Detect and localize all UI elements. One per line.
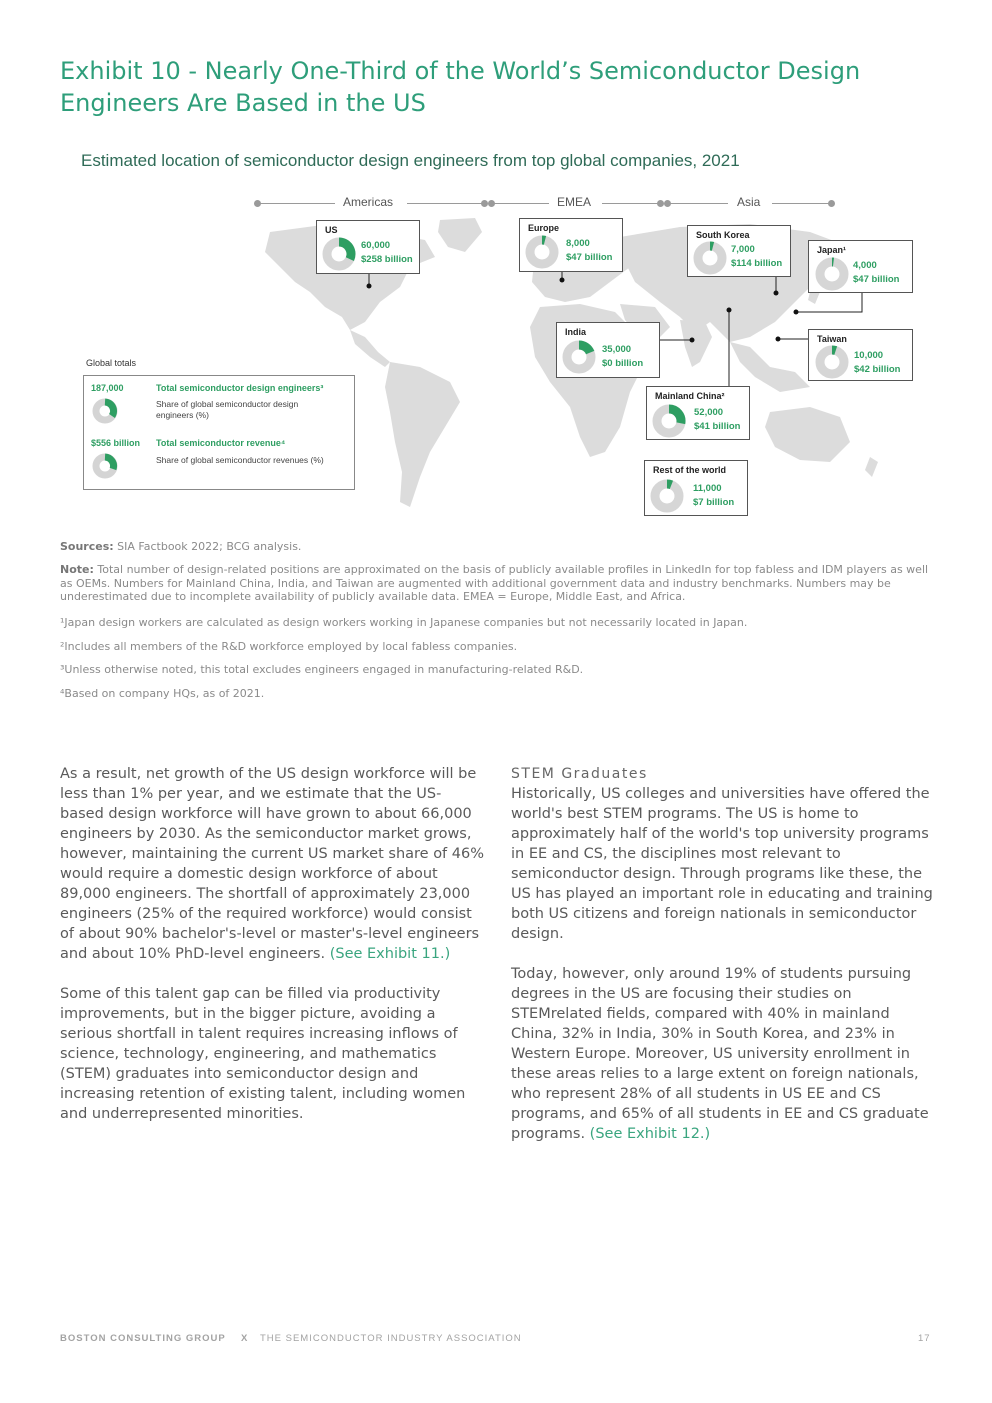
- revenue-value: $47 billion: [853, 274, 900, 285]
- engineers-value: 35,000: [602, 344, 632, 355]
- global-revenue-value: $556 billion: [91, 438, 141, 448]
- left-paragraph-1: [60, 764, 485, 964]
- box-india: [556, 322, 660, 378]
- donut-chart: [815, 345, 849, 379]
- donut-share-slice: [832, 350, 836, 351]
- box-name: Rest of the world: [653, 465, 727, 475]
- box-us: [316, 220, 420, 274]
- box-name: Japan¹: [817, 245, 847, 255]
- india-shape: [680, 320, 712, 367]
- greenland-shape: [438, 218, 482, 252]
- region-divider: [260, 203, 335, 204]
- south-america-shape: [385, 362, 460, 507]
- donut-chart: [562, 340, 596, 374]
- revenue-value: $114 billion: [731, 258, 783, 269]
- revenue-value: $258 billion: [361, 254, 413, 265]
- footnote-2: ²Includes all members of the R&D workforce employed by local fabless companies.: [60, 640, 518, 653]
- box-name: South Korea: [696, 230, 750, 240]
- section-heading: STEM Graduates: [511, 766, 648, 782]
- note-paragraph: [60, 563, 930, 604]
- revenue-value: $41 billion: [694, 421, 741, 432]
- donut-track: [655, 484, 679, 508]
- engineers-value: 10,000: [854, 350, 884, 361]
- box-japan: [808, 240, 913, 293]
- box-mainland-china: [646, 386, 750, 440]
- sources-label: Sources:: [60, 540, 114, 553]
- global-totals-box: [83, 375, 355, 490]
- box-name: India: [565, 327, 587, 337]
- donut-chart: [815, 257, 849, 291]
- donut-share-slice: [667, 484, 671, 485]
- australia-shape: [765, 407, 850, 462]
- see-exhibit-12-link[interactable]: (See Exhibit 12.): [589, 1126, 711, 1142]
- sources-text: SIA Factbook 2022; BCG analysis.: [113, 540, 302, 553]
- right-paragraph-2: [511, 964, 936, 1144]
- footnote-3: ³Unless otherwise noted, this total excludes engineers engaged in manufacturing-related R&D.: [60, 663, 584, 676]
- global-revenue-desc: Share of global semiconductor revenues (%): [156, 455, 324, 465]
- donut-share-slice: [579, 345, 590, 353]
- revenue-value: $7 billion: [693, 497, 735, 508]
- right-column: [511, 764, 936, 1164]
- note-label: Note:: [60, 563, 94, 576]
- region-marker: [657, 200, 664, 207]
- donut-track: [820, 262, 844, 286]
- region-marker: [481, 200, 488, 207]
- region-divider: [772, 203, 830, 204]
- page-number: 17: [918, 1333, 931, 1344]
- engineers-value: 60,000: [361, 240, 391, 251]
- engineers-value: 8,000: [566, 238, 590, 249]
- global-engineers-value: 187,000: [91, 383, 124, 393]
- new-zealand-shape: [865, 457, 878, 477]
- se-asia-shape: [730, 342, 810, 392]
- note-text: Total number of design-related positions are approximated on the basis of publicly available profiles in LinkedIn for top fabless and IDM players as well as OEMs. Numbers for Mainland China, India, and Taiwan are augmented with additional government data and industry benchmarks. Numbers may be underestimated due to incomplete availability of publicly available data. EMEA = Europe, Middle East, and Africa.: [60, 563, 929, 603]
- footnote-4: ⁴Based on company HQs, as of 2021.: [60, 687, 265, 700]
- global-engineers-heading: Total semiconductor design engineers³: [156, 383, 324, 393]
- global-engineers-desc: Share of global semiconductor design engineers (%): [156, 399, 299, 420]
- left-paragraph-1-text: As a result, net growth of the US design workforce will be less than 1% per year, and we estimate that the US-based design workforce will have grown to about 66,000 engineers by 2030. As the semiconductor market grows, however, maintaining the current US market share of 46% would require a domestic design workforce of about 89,000 engineers. The shortfall of approximately 23,000 engineers (25% of the required workforce) would consist of about 90% bachelor's-level or master's-level engineers and about 10% PhD-level engineers.: [60, 766, 485, 962]
- legend-donut-icon: [92, 453, 118, 479]
- footer-bcg: BOSTON CONSULTING GROUP: [60, 1333, 226, 1344]
- box-name: Europe: [528, 223, 560, 233]
- region-emea: EMEA: [557, 195, 592, 209]
- left-paragraph-2: Some of this talent gap can be filled via productivity improvements, but in the bigger picture, avoiding a serious shortfall in talent requires increasing inflows of science, technology, engineering, and mathematics (STEM) graduates into semiconductor design and increasing retention of existing talent, including women and underrepresented minorities.: [60, 986, 466, 1122]
- donut-chart: [322, 237, 356, 271]
- box-name: Mainland China²: [655, 391, 725, 401]
- region-divider: [602, 203, 658, 204]
- box-rest-of-world: [644, 460, 748, 516]
- box-europe: [519, 218, 623, 272]
- region-divider: [494, 203, 549, 204]
- box-taiwan: [808, 329, 913, 381]
- donut-share-slice: [669, 409, 681, 423]
- legend-donut-icon: [92, 398, 118, 424]
- box-name: US: [325, 225, 338, 235]
- engineers-value: 4,000: [853, 260, 877, 271]
- donut-chart: [525, 235, 559, 269]
- central-america-shape: [350, 330, 390, 367]
- donut-share-slice: [339, 242, 351, 259]
- engineers-value: 11,000: [693, 483, 722, 494]
- exhibit-title: Exhibit 10 - Nearly One-Third of the World’s Semiconductor Design Engineers Are Based in the US: [60, 57, 861, 117]
- global-totals-label: Global totals: [86, 358, 137, 368]
- box-south-korea: [687, 225, 791, 277]
- region-asia: Asia: [737, 195, 761, 209]
- footer-separator: X: [241, 1333, 249, 1344]
- engineers-value: 7,000: [731, 244, 755, 255]
- box-name: Taiwan: [817, 334, 847, 344]
- revenue-value: $47 billion: [566, 252, 613, 263]
- footnote-1: ¹Japan design workers are calculated as design workers working in Japanese companies but not necessarily located in Japan.: [60, 616, 748, 629]
- exhibit-subtitle: Estimated location of semiconductor design engineers from top global companies, 2021: [81, 151, 740, 170]
- right-paragraph-2-text: Today, however, only around 19% of students pursuing degrees in the US are focusing their studies on STEMrelated fields, compared with 40% in mainland China, 32% in India, 30% in South Korea, and 23% in Western Europe. Moreover, US university enrollment in these areas relies to a large extent on foreign nationals, who represent 28% of all students in US EE and CS programs, and 65% of all students in EE and CS graduate programs.: [511, 966, 929, 1142]
- region-divider: [407, 203, 485, 204]
- engineers-value: 52,000: [694, 407, 724, 418]
- region-americas: Americas: [343, 195, 394, 209]
- right-paragraph-1: Historically, US colleges and universities have offered the world's best STEM programs. The US is home to approximately half of the world's top university programs in EE and CS, the disciplines most relevant to semiconductor design. Through programs like these, the US has played an important role in educating and training both US citizens and foreign nationals in semiconductor design.: [511, 786, 933, 942]
- footer-sia: THE SEMICONDUCTOR INDUSTRY ASSOCIATION: [260, 1333, 522, 1344]
- donut-chart: [693, 241, 727, 275]
- global-revenue-heading: Total semiconductor revenue⁴: [156, 438, 286, 448]
- revenue-value: $42 billion: [854, 364, 901, 375]
- sources-line: [60, 540, 930, 554]
- left-column: [60, 764, 485, 1144]
- donut-chart: [650, 479, 684, 513]
- region-marker: [828, 200, 835, 207]
- donut-chart: [652, 404, 686, 438]
- see-exhibit-11-link[interactable]: (See Exhibit 11.): [329, 946, 451, 962]
- revenue-value: $0 billion: [602, 358, 644, 369]
- region-divider: [670, 203, 728, 204]
